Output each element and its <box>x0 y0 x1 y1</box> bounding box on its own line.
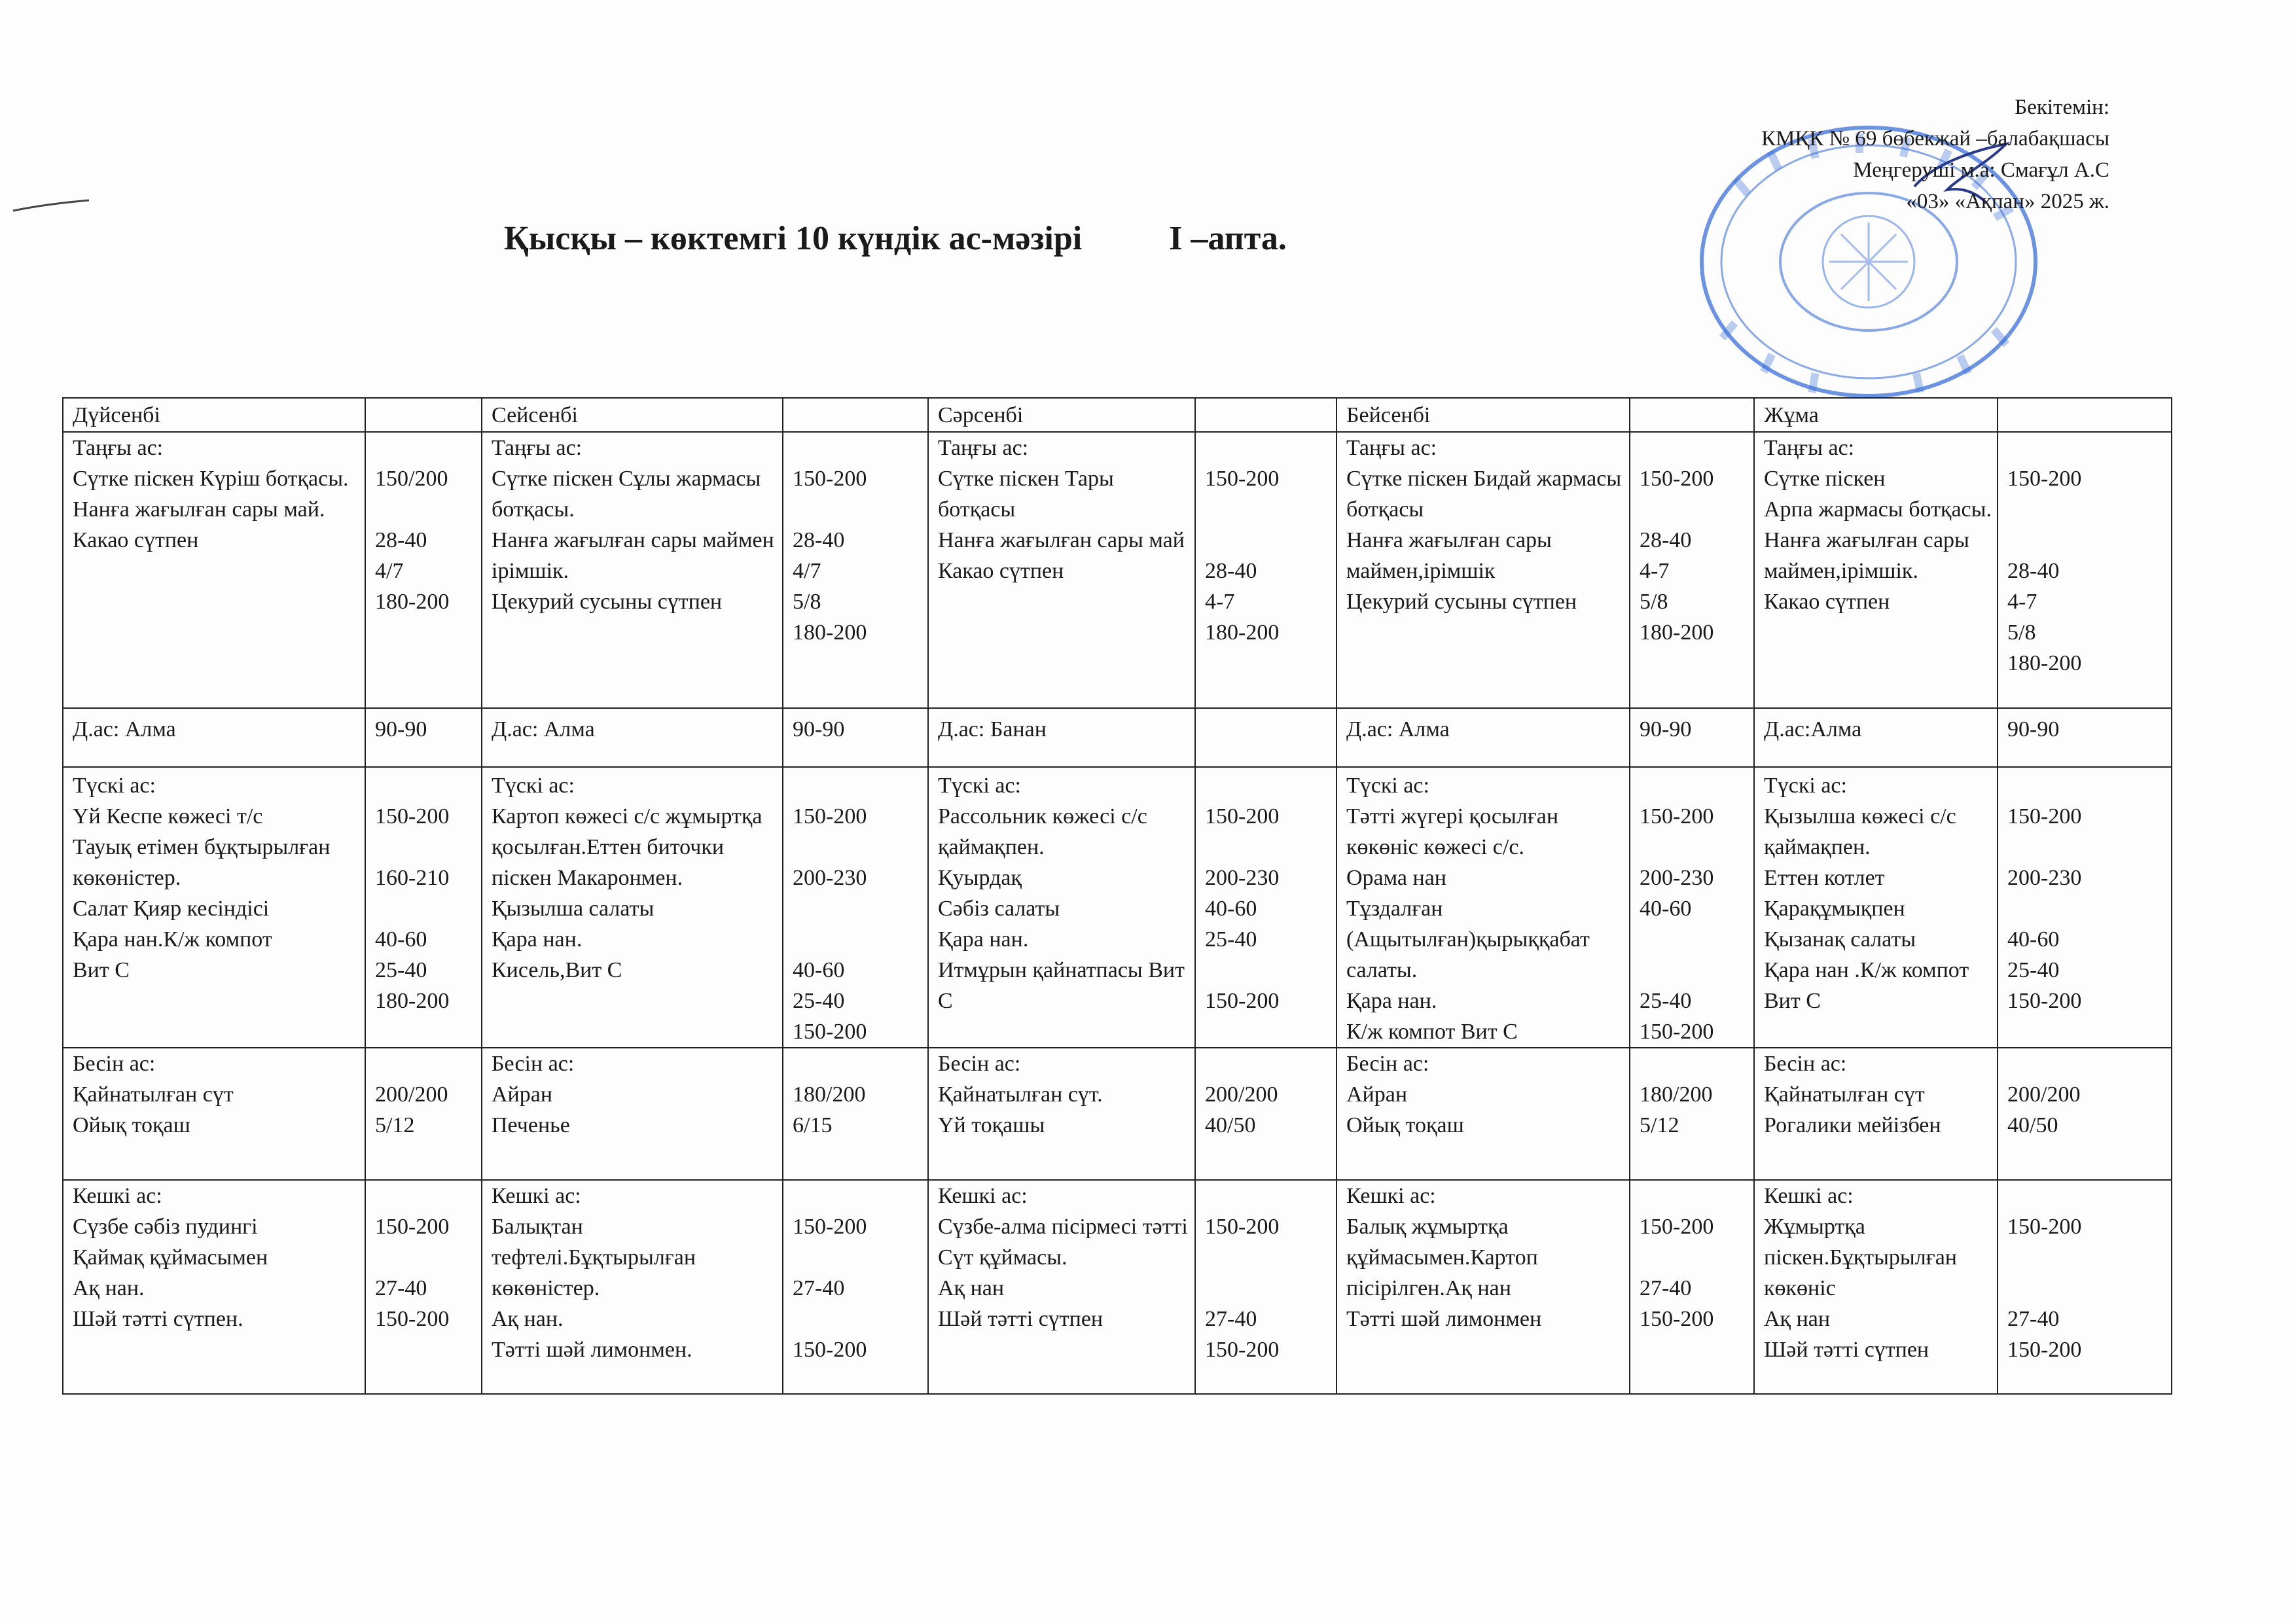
portion-qty: 40-60 <box>1640 897 1692 921</box>
portion-qty: 4/7 <box>793 559 821 583</box>
snack-row <box>63 708 2172 767</box>
portion-qty: 4/7 <box>375 559 404 583</box>
portion-qty: 4-7 <box>1205 590 1235 614</box>
portion-qty <box>2007 1181 2167 1211</box>
portion-qty: 150-200 <box>2007 1338 2082 1362</box>
dish-name: Сүтке піскен Тары ботқасы <box>938 467 1114 522</box>
portion-qty: 150-200 <box>375 1215 450 1239</box>
portion-qty: 28-40 <box>1205 559 1257 583</box>
dish-name: Шәй тәтті сүтпен <box>938 1307 1103 1331</box>
dinner-qty-cell <box>365 1180 482 1394</box>
portion-qty <box>1640 1242 1749 1273</box>
meal-heading: Таңғы ас: <box>938 436 1029 460</box>
breakfast-items-cell <box>1336 432 1630 708</box>
portion-qty: 27-40 <box>793 1276 845 1300</box>
approval-date: «03» «Ақпан» 2025 ж. <box>1906 190 2109 213</box>
portion-qty: 150-200 <box>793 1020 867 1044</box>
portion-qty: 150-200 <box>2007 989 2082 1013</box>
dish-name: Сүтке піскен <box>1764 467 1886 491</box>
dinner-row <box>63 1180 2172 1394</box>
dish-name: Қаймақ құймасымен <box>73 1245 268 1270</box>
portion-qty: 6/15 <box>793 1113 833 1137</box>
snack-item: Д.ас: Банан <box>928 708 1195 767</box>
snack-qty <box>1195 708 1336 767</box>
snack-qty: 90-90 <box>1630 708 1754 767</box>
portion-qty: 28-40 <box>2007 559 2060 583</box>
dish-name: Балық жұмыртқа құймасымен.Картоп пісірілген.Ақ нан <box>1346 1215 1538 1300</box>
dish-name: Итмұрын қайнатпасы Вит С <box>938 958 1185 1013</box>
portion-qty: 5/8 <box>793 590 821 614</box>
portion-qty: 200/200 <box>375 1082 448 1107</box>
meal-heading: Түскі ас: <box>73 774 156 798</box>
snack-qty: 90-90 <box>1998 708 2172 767</box>
portion-qty: 28-40 <box>375 528 427 552</box>
snack-item: Д.ас: Алма <box>63 708 365 767</box>
portion-qty: 27-40 <box>1205 1307 1257 1331</box>
portion-qty <box>1205 1273 1332 1304</box>
afternoon-items-cell <box>928 1048 1195 1180</box>
lunch-items-cell <box>928 767 1195 1048</box>
meal-heading: Бесін ас: <box>1764 1052 1847 1076</box>
lunch-qty-cell <box>783 767 928 1048</box>
dish-name: Сүтке піскен Күріш ботқасы. <box>73 467 349 491</box>
portion-qty: 27-40 <box>1640 1276 1692 1300</box>
portion-qty: 5/12 <box>1640 1113 1679 1137</box>
portion-qty <box>1640 924 1749 955</box>
portion-qty <box>375 494 477 525</box>
portion-qty <box>1640 1048 1749 1079</box>
afternoon-items-cell <box>1754 1048 1998 1180</box>
breakfast-qty-cell <box>783 432 928 708</box>
portion-qty: 150-200 <box>2007 1215 2082 1239</box>
day-tuesday: Сейсенбі <box>482 398 783 432</box>
dish-name: Цекурий сусыны сүтпен <box>1346 590 1577 614</box>
qty-header <box>1998 398 2172 432</box>
portion-qty <box>2007 525 2167 556</box>
dish-name: Қайнатылған сүт. <box>938 1082 1103 1107</box>
dish-name: Тұздалған (Ащытылған)қырыққабат салаты. <box>1346 897 1590 982</box>
portion-qty <box>1640 955 1749 986</box>
dish-name: Ақ нан. <box>73 1276 145 1300</box>
dish-name: Қайнатылған сүт <box>73 1082 234 1107</box>
portion-qty: 40-60 <box>1205 897 1257 921</box>
dish-name: Сәбіз салаты <box>938 897 1060 921</box>
dish-name: Нанға жағылған сары май <box>938 528 1185 552</box>
portion-qty: 150/200 <box>375 467 448 491</box>
meal-heading: Бесін ас: <box>1346 1052 1429 1076</box>
breakfast-qty-cell <box>1195 432 1336 708</box>
portion-qty <box>2007 433 2167 463</box>
dish-name: Шәй тәтті сүтпен <box>1764 1338 1929 1362</box>
day-friday: Жұма <box>1754 398 1998 432</box>
dish-name: Айран <box>1346 1082 1408 1107</box>
portion-qty <box>1205 494 1332 525</box>
dish-name: Қара нан.К/ж компот <box>73 927 272 952</box>
approval-manager: Меңгеруші м.а: Смағұл А.С <box>1853 158 2109 182</box>
dish-name: Тәтті жүгері қосылған көкөніс көжесі с/с. <box>1346 804 1559 859</box>
portion-qty <box>793 770 924 801</box>
portion-qty: 200/200 <box>1205 1082 1278 1107</box>
portion-qty: 180-200 <box>793 620 867 645</box>
portion-qty <box>2007 770 2167 801</box>
portion-qty <box>2007 893 2167 924</box>
dish-name: Салат Қияр кесіндісі <box>73 897 270 921</box>
menu-table <box>62 397 2172 1395</box>
portion-qty: 27-40 <box>375 1276 427 1300</box>
portion-qty: 150-200 <box>1640 467 1714 491</box>
portion-qty <box>793 1181 924 1211</box>
portion-qty <box>1205 832 1332 863</box>
portion-qty <box>375 1242 477 1273</box>
dish-name: Вит С <box>73 958 130 982</box>
portion-qty <box>793 1304 924 1334</box>
portion-qty <box>793 832 924 863</box>
dish-name: Айран <box>492 1082 553 1107</box>
snack-item: Д.ас: Алма <box>1336 708 1630 767</box>
meal-heading: Бесін ас: <box>938 1052 1021 1076</box>
dish-name: Цекурий сусыны сүтпен <box>492 590 723 614</box>
meal-heading: Түскі ас: <box>492 774 575 798</box>
dish-name: Какао сүтпен <box>73 528 199 552</box>
meal-heading: Таңғы ас: <box>73 436 164 460</box>
pen-mark <box>12 196 90 216</box>
portion-qty: 25-40 <box>1640 989 1692 1013</box>
meal-heading: Бесін ас: <box>73 1052 156 1076</box>
meal-heading: Кешкі ас: <box>1346 1184 1436 1208</box>
portion-qty: 27-40 <box>2007 1307 2060 1331</box>
meal-heading: Кешкі ас: <box>492 1184 581 1208</box>
dish-name: Қайнатылған сүт <box>1764 1082 1925 1107</box>
portion-qty <box>793 1048 924 1079</box>
page-title <box>504 219 1287 258</box>
meal-heading: Түскі ас: <box>1764 774 1847 798</box>
portion-qty: 150-200 <box>1640 804 1714 829</box>
lunch-items-cell <box>1336 767 1630 1048</box>
breakfast-items-cell <box>63 432 365 708</box>
afternoon-qty-cell <box>1630 1048 1754 1180</box>
afternoon-qty-cell <box>365 1048 482 1180</box>
dish-name: Ақ нан <box>938 1276 1005 1300</box>
portion-qty: 5/8 <box>1640 590 1668 614</box>
dinner-items-cell <box>1754 1180 1998 1394</box>
portion-qty: 28-40 <box>1640 528 1692 552</box>
lunch-qty-cell <box>1998 767 2172 1048</box>
portion-qty <box>1205 955 1332 986</box>
dish-name: Үй тоқашы <box>938 1113 1045 1137</box>
lunch-qty-cell <box>1195 767 1336 1048</box>
afternoon-qty-cell <box>1998 1048 2172 1180</box>
dish-name: Сүзбе-алма пісірмесі тәтті Сүт құймасы. <box>938 1215 1188 1270</box>
portion-qty <box>1640 1181 1749 1211</box>
portion-qty: 180/200 <box>1640 1082 1713 1107</box>
dish-name: Сүтке піскен Сұлы жармасы ботқасы. <box>492 467 761 522</box>
dish-name: Какао сүтпен <box>938 559 1064 583</box>
afternoon-snack-row <box>63 1048 2172 1180</box>
dinner-items-cell <box>1336 1180 1630 1394</box>
portion-qty <box>375 770 477 801</box>
dish-name: Үй Кеспе көжесі т/с <box>73 804 263 829</box>
dinner-qty-cell <box>783 1180 928 1394</box>
portion-qty: 40-60 <box>2007 927 2060 952</box>
meal-heading: Түскі ас: <box>938 774 1021 798</box>
dinner-items-cell <box>482 1180 783 1394</box>
lunch-qty-cell <box>1630 767 1754 1048</box>
approval-block <box>1761 92 2109 217</box>
dish-name: Нанға жағылған сары маймен,ірімшік. <box>1764 528 1969 583</box>
portion-qty: 150-200 <box>375 1307 450 1331</box>
dish-name: Қызылша көжесі с/с қаймақпен. <box>1764 804 1956 859</box>
portion-qty <box>1640 433 1749 463</box>
lunch-items-cell <box>63 767 365 1048</box>
day-thursday: Бейсенбі <box>1336 398 1630 432</box>
dish-name: Қызанақ салаты <box>1764 927 1916 952</box>
dish-name: Балықтан тефтелі.Бұқтырылған көкөністер. <box>492 1215 696 1300</box>
dish-name: Нанға жағылған сары май. <box>73 497 325 522</box>
portion-qty: 150-200 <box>1205 804 1280 829</box>
meal-heading: Таңғы ас: <box>1764 436 1855 460</box>
portion-qty <box>375 1048 477 1079</box>
dish-name: Сүтке піскен Бидай жармасы ботқасы <box>1346 467 1622 522</box>
meal-heading: Таңғы ас: <box>1346 436 1437 460</box>
portion-qty: 28-40 <box>793 528 845 552</box>
portion-qty <box>793 433 924 463</box>
dish-name: Қуырдақ <box>938 866 1022 890</box>
dish-name: Жұмыртқа піскен.Бұқтырылған көкөніс <box>1764 1215 1957 1300</box>
dinner-items-cell <box>63 1180 365 1394</box>
portion-qty: 180/200 <box>793 1082 866 1107</box>
dish-name: Картоп көжесі с/с жұмыртқа қосылған.Еттен биточки піскен Макаронмен. <box>492 804 762 890</box>
portion-qty: 40/50 <box>1205 1113 1256 1137</box>
portion-qty: 150-200 <box>1205 467 1280 491</box>
portion-qty: 180-200 <box>1640 620 1714 645</box>
portion-qty: 150-200 <box>793 1338 867 1362</box>
portion-qty: 5/12 <box>375 1113 415 1137</box>
portion-qty: 180-200 <box>1205 620 1280 645</box>
portion-qty <box>1205 1048 1332 1079</box>
dish-name: Нанға жағылған сары маймен ірімшік. <box>492 528 774 583</box>
afternoon-qty-cell <box>783 1048 928 1180</box>
portion-qty: 150-200 <box>793 467 867 491</box>
portion-qty: 150-200 <box>793 804 867 829</box>
portion-qty <box>375 832 477 863</box>
portion-qty: 180-200 <box>2007 651 2082 675</box>
dish-name: Еттен котлет <box>1764 866 1885 890</box>
portion-qty <box>1205 1181 1332 1211</box>
portion-qty <box>793 924 924 955</box>
dish-name: Рогалики мейізбен <box>1764 1113 1941 1137</box>
portion-qty <box>793 1242 924 1273</box>
dinner-qty-cell <box>1998 1180 2172 1394</box>
portion-qty: 4-7 <box>1640 559 1670 583</box>
portion-qty: 150-200 <box>1205 1215 1280 1239</box>
portion-qty: 180-200 <box>375 989 450 1013</box>
dish-name: Ойық тоқаш <box>73 1113 190 1137</box>
day-monday: Дүйсенбі <box>63 398 365 432</box>
dish-name: Қызылша салаты <box>492 897 655 921</box>
breakfast-items-cell <box>928 432 1195 708</box>
portion-qty <box>2007 1242 2167 1273</box>
lunch-items-cell <box>1754 767 1998 1048</box>
portion-qty <box>2007 1048 2167 1079</box>
dish-name: Тауық етімен бұқтырылған көкөністер. <box>73 835 331 890</box>
lunch-row <box>63 767 2172 1048</box>
meal-heading: Кешкі ас: <box>938 1184 1028 1208</box>
dish-name: Қара нан .К/ж компот Вит С <box>1764 958 1969 1013</box>
portion-qty <box>793 494 924 525</box>
dish-name: Ақ нан <box>1764 1307 1831 1331</box>
portion-qty: 5/8 <box>2007 620 2036 645</box>
portion-qty: 150-200 <box>1640 1215 1714 1239</box>
afternoon-qty-cell <box>1195 1048 1336 1180</box>
dish-name: Ақ нан. <box>492 1307 564 1331</box>
dish-name: Печенье <box>492 1113 570 1137</box>
portion-qty: 150-200 <box>2007 467 2082 491</box>
lunch-qty-cell <box>365 767 482 1048</box>
portion-qty <box>1640 832 1749 863</box>
portion-qty: 200/200 <box>2007 1082 2081 1107</box>
portion-qty: 40-60 <box>793 958 845 982</box>
portion-qty <box>375 1181 477 1211</box>
breakfast-qty-cell <box>1630 432 1754 708</box>
portion-qty: 150-200 <box>1640 1307 1714 1331</box>
portion-qty <box>1205 770 1332 801</box>
menu-title: Қысқы – көктемгі 10 күндік ас-мәзірі <box>504 220 1083 257</box>
qty-header <box>1195 398 1336 432</box>
portion-qty: 25-40 <box>375 958 427 982</box>
portion-qty: 25-40 <box>1205 927 1257 952</box>
dish-name: Тәтті шәй лимонмен <box>1346 1307 1542 1331</box>
portion-qty <box>2007 1273 2167 1304</box>
portion-qty: 200-230 <box>793 866 867 890</box>
portion-qty: 200-230 <box>2007 866 2082 890</box>
dish-name: Арпа жармасы ботқасы. <box>1764 497 1992 522</box>
qty-header <box>783 398 928 432</box>
portion-qty: 150-200 <box>793 1215 867 1239</box>
portion-qty <box>2007 832 2167 863</box>
portion-qty <box>1205 525 1332 556</box>
dinner-items-cell <box>928 1180 1195 1394</box>
meal-heading: Кешкі ас: <box>1764 1184 1854 1208</box>
qty-header <box>1630 398 1754 432</box>
breakfast-items-cell <box>482 432 783 708</box>
breakfast-row <box>63 432 2172 708</box>
snack-qty: 90-90 <box>783 708 928 767</box>
portion-qty <box>375 433 477 463</box>
dish-name: Орама нан <box>1346 866 1446 890</box>
dinner-qty-cell <box>1195 1180 1336 1394</box>
portion-qty: 160-210 <box>375 866 450 890</box>
snack-qty: 90-90 <box>365 708 482 767</box>
meal-heading: Бесін ас: <box>492 1052 575 1076</box>
snack-item: Д.ас: Алма <box>482 708 783 767</box>
portion-qty <box>793 893 924 924</box>
dish-name: Шәй тәтті сүтпен. <box>73 1307 243 1331</box>
qty-header <box>365 398 482 432</box>
dish-name: Қара нан. <box>1346 989 1437 1013</box>
portion-qty: 40/50 <box>2007 1113 2058 1137</box>
portion-qty: 200-230 <box>1205 866 1280 890</box>
dish-name: Сүзбе сәбіз пудингі <box>73 1215 258 1239</box>
portion-qty: 150-200 <box>375 804 450 829</box>
portion-qty: 150-200 <box>1640 1020 1714 1044</box>
dish-name: Қара нан. <box>492 927 583 952</box>
dish-name: Рассольник көжесі с/с қаймақпен. <box>938 804 1147 859</box>
meal-heading: Түскі ас: <box>1346 774 1429 798</box>
approval-organization: КМҚК № 69 бөбекжай –балабақшасы <box>1761 127 2109 151</box>
portion-qty <box>1640 494 1749 525</box>
breakfast-items-cell <box>1754 432 1998 708</box>
portion-qty: 200-230 <box>1640 866 1714 890</box>
portion-qty: 25-40 <box>793 989 845 1013</box>
portion-qty: 40-60 <box>375 927 427 952</box>
dish-name: Нанға жағылған сары маймен,ірімшік <box>1346 528 1552 583</box>
dish-name: Какао сүтпен <box>1764 590 1890 614</box>
portion-qty <box>1205 1242 1332 1273</box>
meal-heading: Кешкі ас: <box>73 1184 162 1208</box>
dish-name: Қарақұмықпен <box>1764 897 1905 921</box>
portion-qty <box>375 893 477 924</box>
dish-name: Тәтті шәй лимонмен. <box>492 1338 692 1362</box>
week-label: І –апта. <box>1169 220 1287 257</box>
portion-qty: 150-200 <box>1205 1338 1280 1362</box>
days-header-row <box>63 398 2172 432</box>
portion-qty: 25-40 <box>2007 958 2060 982</box>
portion-qty <box>1205 433 1332 463</box>
breakfast-qty-cell <box>1998 432 2172 708</box>
portion-qty <box>2007 494 2167 525</box>
portion-qty: 4-7 <box>2007 590 2037 614</box>
portion-qty: 150-200 <box>2007 804 2082 829</box>
lunch-items-cell <box>482 767 783 1048</box>
snack-item: Д.ас:Алма <box>1754 708 1998 767</box>
meal-heading: Таңғы ас: <box>492 436 583 460</box>
breakfast-qty-cell <box>365 432 482 708</box>
portion-qty <box>1640 770 1749 801</box>
dish-name: Қара нан. <box>938 927 1029 952</box>
dish-name: К/ж компот Вит С <box>1346 1020 1518 1044</box>
afternoon-items-cell <box>1336 1048 1630 1180</box>
approval-heading: Бекітемін: <box>2015 96 2109 119</box>
portion-qty: 150-200 <box>1205 989 1280 1013</box>
dish-name: Ойық тоқаш <box>1346 1113 1464 1137</box>
afternoon-items-cell <box>482 1048 783 1180</box>
dinner-qty-cell <box>1630 1180 1754 1394</box>
portion-qty: 180-200 <box>375 590 450 614</box>
afternoon-items-cell <box>63 1048 365 1180</box>
day-wednesday: Сәрсенбі <box>928 398 1195 432</box>
dish-name: Кисель,Вит С <box>492 958 622 982</box>
